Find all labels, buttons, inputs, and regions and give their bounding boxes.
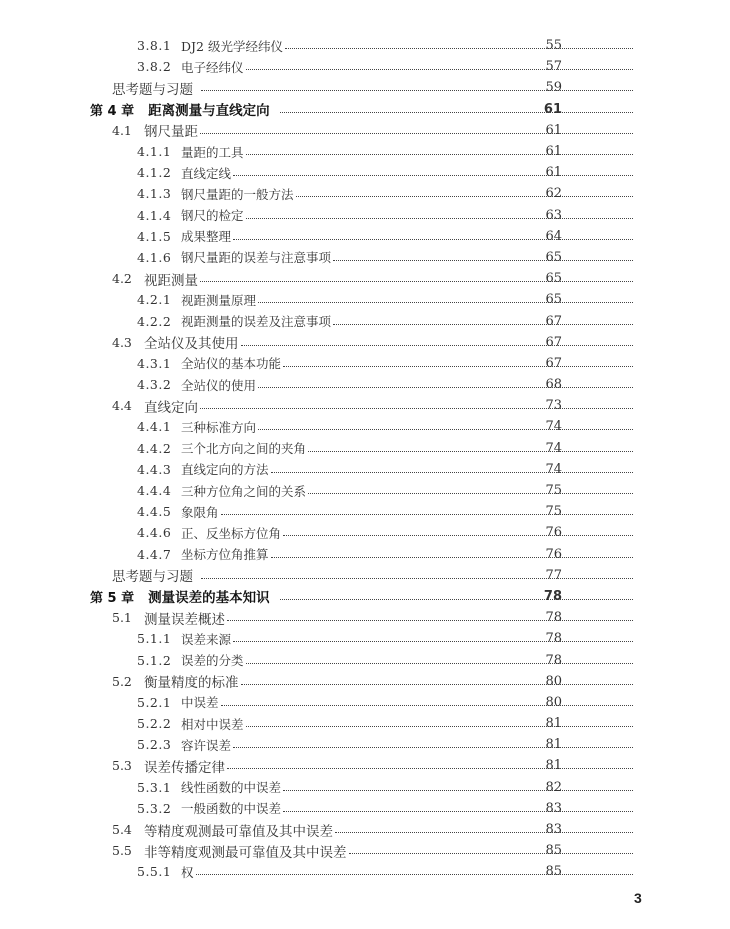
toc-entry-title: 钢尺的检定 [181,208,244,224]
toc-entry-number: 4.4.4 [137,483,172,499]
toc-entry-title: 测量误差的基本知识 [148,590,270,607]
toc-entry-number: 5.1 [112,610,132,626]
toc-entry-number: 3.8.1 [137,38,172,54]
toc-entry-page: 65 [545,271,562,287]
toc-entry[interactable] [0,438,637,459]
toc-entry-page: 73 [545,398,562,414]
toc-entry-number: 3.8.2 [137,59,172,75]
toc-entry-page: 76 [545,525,562,541]
toc-entry-page: 74 [545,461,562,477]
toc-entry-number: 第 4 章 [90,103,135,119]
dot-leader [201,578,633,579]
toc-entry-number: 4.4.5 [137,504,172,520]
dot-leader [246,663,633,664]
dot-leader [246,726,633,727]
toc-entry-title: 思考题与习题 [112,569,193,586]
toc-entry-page: 82 [545,779,562,795]
toc-entry-page: 74 [545,440,562,456]
toc-entry[interactable] [0,141,637,162]
toc-entry[interactable] [0,734,637,755]
toc-entry-title: 象限角 [181,504,219,520]
toc-entry[interactable] [0,480,637,501]
toc-entry[interactable] [0,162,637,183]
toc-entry-title: 测量误差概述 [144,611,225,628]
toc-entry-page: 81 [545,758,562,774]
dot-leader [227,620,633,621]
toc-entry-number: 4.3.2 [137,377,172,393]
toc-entry-page: 63 [545,207,562,223]
toc-entry-title: 坐标方位角推算 [181,547,269,563]
toc-entry[interactable] [0,607,637,628]
dot-leader [333,260,633,261]
toc-entry-number: 5.3.2 [137,800,172,816]
toc-entry-number: 5.4 [112,822,132,838]
dot-leader [285,48,633,49]
toc-entry-title: 视距测量的误差及注意事项 [181,314,332,330]
toc-entry[interactable] [0,628,637,649]
toc-entry-page: 83 [545,822,562,838]
page-number: 3 [634,890,642,906]
toc-entry-number: 4.1 [112,122,132,138]
toc-exercises-entry[interactable] [0,77,637,98]
toc-entry-number: 4.4.2 [137,440,172,456]
dot-leader [271,472,633,473]
dot-leader [221,705,633,706]
toc-entry-title: 衡量精度的标准 [144,675,239,692]
toc-entry[interactable] [0,310,637,331]
toc-entry-number: 4.1.1 [137,144,172,160]
toc-entry-title: 成果整理 [181,229,232,245]
toc-entry-page: 78 [543,588,562,604]
toc-entry-title: 权 [181,864,194,880]
toc-entry-page: 81 [545,716,562,732]
toc-entry[interactable] [0,226,637,247]
toc-entry-page: 75 [545,504,562,520]
dot-leader [296,196,633,197]
toc-entry[interactable] [0,374,637,395]
dot-leader [227,768,633,769]
toc-entry[interactable] [0,289,637,310]
toc-entry-title: 误差传播定律 [144,759,225,776]
toc-entry-number: 4.1.5 [137,228,172,244]
table-of-contents [0,35,730,883]
dot-leader [349,853,634,854]
dot-leader [271,557,633,558]
toc-entry[interactable] [0,459,637,480]
toc-entry-title: 相对中误差 [181,716,244,732]
toc-entry-page: 67 [545,334,562,350]
toc-entry-title: 钢尺量距 [144,124,198,141]
toc-entry-number: 4.2.2 [137,313,172,329]
dot-leader [280,112,633,113]
toc-entry-page: 75 [545,483,562,499]
toc-entry-page: 61 [543,101,562,117]
toc-entry[interactable] [0,332,637,353]
toc-entry-title: 三种标准方向 [181,419,257,435]
toc-entry-page: 65 [545,249,562,265]
toc-entry-page: 81 [545,737,562,753]
toc-entry[interactable] [0,544,637,565]
toc-entry-page: 78 [545,652,562,668]
toc-entry-page: 68 [545,377,562,393]
dot-leader [241,684,634,685]
toc-entry[interactable] [0,522,637,543]
toc-entry[interactable] [0,501,637,522]
toc-entry-title: 线性函数的中误差 [181,780,282,796]
toc-entry[interactable] [0,798,637,819]
dot-leader [200,281,633,282]
toc-entry-title: 直线定线 [181,165,232,181]
toc-entry[interactable] [0,416,637,437]
dot-leader [283,535,633,536]
dot-leader [283,366,633,367]
toc-entry-page: 80 [545,673,562,689]
toc-entry-number: 4.3.1 [137,355,172,371]
toc-entry[interactable] [0,353,637,374]
dot-leader [258,429,633,430]
dot-leader [258,302,633,303]
toc-entry-number: 5.2 [112,673,132,689]
toc-entry-page: 78 [545,610,562,626]
toc-entry-number: 5.2.1 [137,694,172,710]
dot-leader [308,451,633,452]
dot-leader [333,324,633,325]
toc-chapter-entry[interactable] [0,586,637,607]
toc-entry-number: 第 5 章 [90,590,135,606]
toc-entry-title: 电子经纬仪 [181,59,244,75]
toc-entry-title: 量距的工具 [181,144,244,160]
toc-entry-page: 85 [545,864,562,880]
toc-entry-title: 视距测量原理 [181,292,257,308]
toc-entry-title: 全站仪的使用 [181,377,257,393]
toc-entry-title: 三个北方向之间的夹角 [181,441,307,457]
toc-entry-page: 76 [545,546,562,562]
toc-entry-number: 5.5.1 [137,864,172,880]
toc-entry-page: 61 [545,144,562,160]
toc-entry-title: 等精度观测最可靠值及其中误差 [144,823,333,840]
toc-entry-number: 4.1.6 [137,249,172,265]
toc-entry-title: 距离测量与直线定向 [148,103,270,120]
toc-entry[interactable] [0,861,637,882]
toc-entry[interactable] [0,395,637,416]
dot-leader [233,641,633,642]
toc-entry-page: 83 [545,800,562,816]
dot-leader [258,387,633,388]
toc-entry-title: 视距测量 [144,272,198,289]
toc-entry-number: 5.3.1 [137,779,172,795]
toc-entry[interactable] [0,120,637,141]
toc-entry-title: 思考题与习题 [112,81,193,98]
toc-entry-title: 误差来源 [181,631,232,647]
toc-entry-page: 62 [545,186,562,202]
toc-entry[interactable] [0,247,637,268]
toc-entry-title: 全站仪及其使用 [144,336,239,353]
toc-entry-page: 85 [545,843,562,859]
toc-entry-title: 钢尺量距的一般方法 [181,186,294,202]
toc-exercises-entry[interactable] [0,565,637,586]
toc-entry-number: 4.2.1 [137,292,172,308]
toc-entry[interactable] [0,183,637,204]
toc-entry-number: 4.4.1 [137,419,172,435]
toc-entry-number: 5.1.2 [137,652,172,668]
toc-entry-number: 4.3 [112,334,132,350]
toc-entry-number: 4.1.3 [137,186,172,202]
dot-leader [200,133,633,134]
toc-entry-number: 4.4.7 [137,546,172,562]
toc-entry[interactable] [0,755,637,776]
toc-entry-number: 5.2.3 [137,737,172,753]
toc-entry-page: 80 [545,694,562,710]
toc-entry-page: 78 [545,631,562,647]
toc-entry-number: 4.1.2 [137,165,172,181]
dot-leader [246,69,633,70]
toc-entry-page: 61 [545,165,562,181]
dot-leader [233,747,633,748]
toc-entry[interactable] [0,649,637,670]
toc-entry-page: 59 [545,80,562,96]
toc-entry[interactable] [0,692,637,713]
dot-leader [241,345,634,346]
toc-entry-page: 67 [545,355,562,371]
toc-entry-page: 61 [545,122,562,138]
toc-entry-title: 容许误差 [181,737,232,753]
toc-entry-page: 65 [545,292,562,308]
dot-leader [283,790,633,791]
toc-entry-title: 非等精度观测最可靠值及其中误差 [144,844,347,861]
dot-leader [233,175,633,176]
dot-leader [233,239,633,240]
toc-entry-number: 5.3 [112,758,132,774]
toc-entry-number: 4.2 [112,271,132,287]
toc-entry-number: 4.1.4 [137,207,172,223]
toc-entry[interactable] [0,268,637,289]
toc-entry-title: 直线定向的方法 [181,462,269,478]
dot-leader [221,514,633,515]
dot-leader [308,493,633,494]
dot-leader [246,218,633,219]
toc-entry-title: 全站仪的基本功能 [181,356,282,372]
toc-entry-title: DJ2 级光学经纬仪 [181,38,283,54]
dot-leader [246,154,633,155]
toc-entry[interactable] [0,777,637,798]
toc-entry-page: 67 [545,313,562,329]
toc-entry-title: 直线定向 [144,399,198,416]
dot-leader [335,832,633,833]
dot-leader [200,408,633,409]
toc-entry-page: 57 [545,59,562,75]
toc-entry-title: 一般函数的中误差 [181,801,282,817]
toc-entry[interactable] [0,671,637,692]
toc-entry-title: 中误差 [181,695,219,711]
toc-entry[interactable] [0,840,637,861]
toc-entry-number: 5.1.1 [137,631,172,647]
toc-entry[interactable] [0,205,637,226]
toc-entry-title: 钢尺量距的误差与注意事项 [181,250,332,266]
toc-entry-title: 误差的分类 [181,653,244,669]
toc-entry-page: 77 [545,567,562,583]
toc-entry-number: 4.4.6 [137,525,172,541]
toc-entry-title: 三种方位角之间的关系 [181,483,307,499]
dot-leader [280,599,633,600]
toc-entry[interactable] [0,35,637,56]
toc-entry-number: 5.5 [112,843,132,859]
toc-entry[interactable] [0,819,637,840]
toc-entry-page: 64 [545,228,562,244]
toc-entry[interactable] [0,713,637,734]
toc-chapter-entry[interactable] [0,99,637,120]
toc-entry-number: 4.4 [112,398,132,414]
dot-leader [201,90,633,91]
toc-entry-page: 74 [545,419,562,435]
toc-entry-title: 正、反坐标方位角 [181,525,282,541]
toc-entry-page: 55 [545,38,562,54]
toc-entry-number: 4.4.3 [137,461,172,477]
dot-leader [283,811,633,812]
toc-entry[interactable] [0,56,637,77]
dot-leader [196,874,633,875]
toc-entry-number: 5.2.2 [137,716,172,732]
